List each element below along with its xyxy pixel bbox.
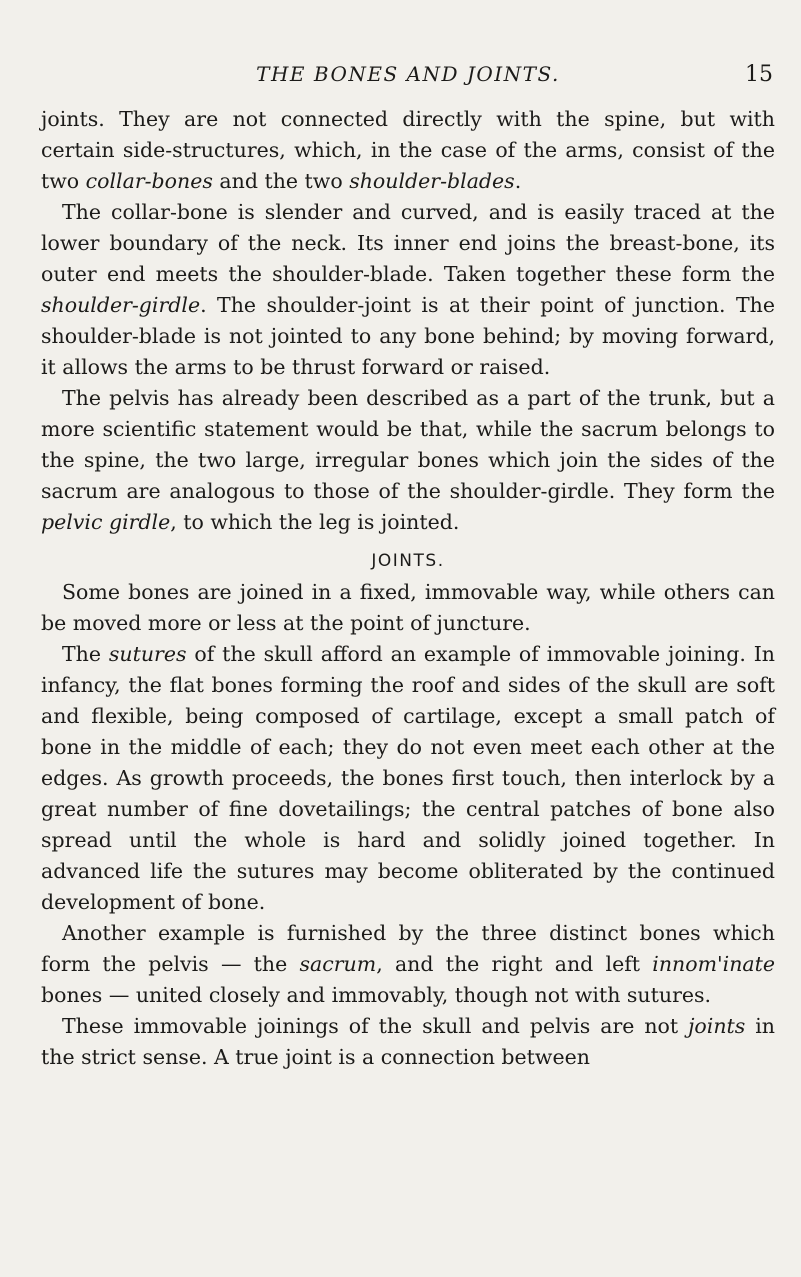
running-title: THE BONES AND JOINTS. [256, 62, 560, 86]
term-innominate: innom'inate [652, 952, 776, 976]
paragraph-6: Another example is furnished by the three distinct bones which form the pelvis — the sacrum, and the right and left innom'inate bones — united closely and immovably, though not with sutures. [41, 921, 776, 1007]
body-text [41, 104, 775, 1073]
term-sacrum: sacrum [299, 952, 377, 976]
paragraph-5: The sutures of the skull afford an example of immovable joining. In infancy, the flat bones forming the roof and sides of the skull are soft and flexible, being composed of cartilage, except a small patch of bone in the middle of each; they do not even meet each other at the edges. As growth proceeds, the bones first touch, then interlock by a great number of fine dovetailings; the central patches of bone also spread until the whole is hard and solidly joined together. In advanced life the sutures may become obliterated by the continued development of bone. [41, 642, 775, 914]
paragraph-7: These immovable joinings of the skull and pelvis are not joints in the strict sense. A true joint is a connection between [41, 1014, 776, 1069]
page-number: 15 [745, 62, 773, 87]
paragraph-4: Some bones are joined in a fixed, immovable way, while others can be moved more or less at the point of juncture. [41, 580, 775, 635]
section-heading-joints: JOINTS. [371, 551, 445, 571]
paragraph-1: joints. They are not connected directly with the spine, but with certain side-structures, which, in the case of the arms, consist of the two collar-bones and the two shoulder-blades. [41, 107, 775, 193]
term-joints: joints [688, 1014, 746, 1038]
term-collar-bones: collar-bones [85, 169, 213, 193]
running-head [41, 62, 775, 90]
term-shoulder-blades: shoulder-blades [349, 169, 515, 193]
paragraph-3: The pelvis has already been described as a part of the trunk, but a more scientific statement would be that, while the sacrum belongs to the spine, the two large, irregular bones which join the sides of the sacrum are analogous to those of the shoulder-girdle. They form the pelvic girdle, to which the leg is jointed. [41, 386, 775, 534]
term-shoulder-girdle: shoulder-girdle [41, 293, 201, 317]
paragraph-2: The collar-bone is slender and curved, and is easily traced at the lower boundary of the neck. Its inner end joins the breast-bone, its outer end meets the shoulder-blade. Taken together these form the shoulder-girdle. The shoulder-joint is at their point of junction. The shoulder-blade is not jointed to any bone behind; by moving forward, it allows the arms to be thrust forward or raised. [41, 200, 775, 379]
term-sutures: sutures [108, 642, 187, 666]
term-pelvic-girdle: pelvic girdle [41, 510, 171, 534]
